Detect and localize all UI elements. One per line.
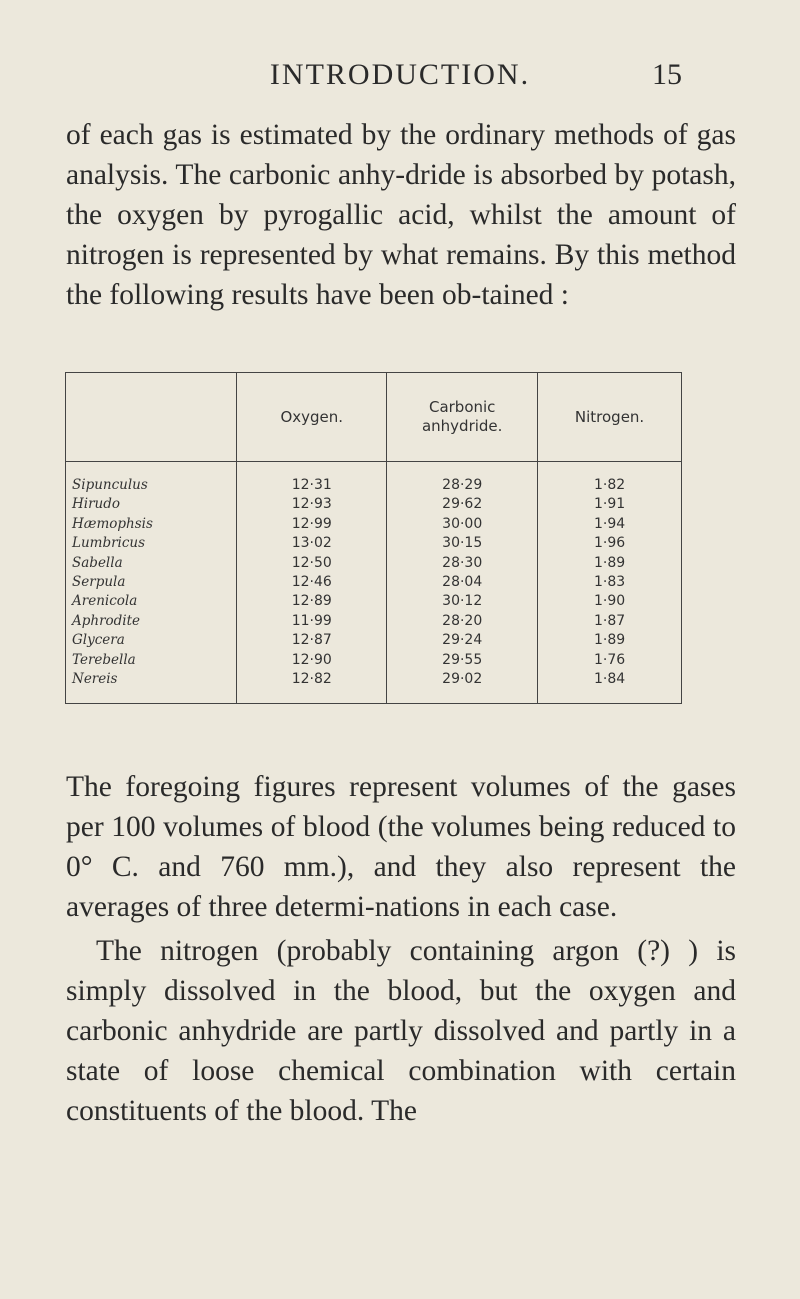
oxygen-cell-text: 12·93 [291,496,332,513]
oxygen-cell [237,462,387,496]
carbonic-anhydride-cell-text: 28·30 [442,554,483,571]
nitrogen-cell [538,651,682,670]
carbonic-anhydride-cell [387,670,538,704]
carbonic-anhydride-cell-text: 30·15 [442,535,483,552]
organism-cell [66,592,237,611]
running-title: INTRODUCTION. [269,58,531,91]
carbonic-anhydride-cell [387,573,538,592]
nitrogen-cell-text: 1·89 [593,554,626,571]
header-nitrogen: Nitrogen. [538,373,682,462]
oxygen-cell [237,670,387,704]
organism-cell-text: Sabella [72,554,123,571]
organism-cell [66,612,237,631]
carbonic-anhydride-cell-text: 29·55 [442,651,483,668]
header-organism [66,373,237,462]
oxygen-cell [237,612,387,631]
header-carbonic-text: Carbonic anhydride. [421,398,503,435]
nitrogen-cell-text: 1·87 [593,612,626,629]
table-row [66,651,682,670]
paragraph-foregoing [66,767,736,927]
carbonic-anhydride-cell [387,631,538,650]
nitrogen-cell [538,631,682,650]
oxygen-cell [237,631,387,650]
organism-cell [66,495,237,514]
table-row [66,631,682,650]
table-row [66,554,682,573]
table-row [66,612,682,631]
oxygen-cell-text: 12·99 [291,515,332,532]
page-header [0,58,800,98]
organism-cell-text: Aphrodite [72,612,141,629]
paragraph-foregoing-text: The foregoing figures represent volumes of the gases per 100 volumes of blood (the volumes being reduced to 0° C. and 760 mm.), and they also represent the averages of three determi-nations in each case. [66,771,736,923]
table-row [66,670,682,704]
nitrogen-cell [538,462,682,496]
blood-gas-table [65,372,682,704]
organism-cell-text: Sipunculus [72,477,148,493]
oxygen-cell [237,515,387,534]
carbonic-anhydride-cell [387,554,538,573]
carbonic-anhydride-cell-text: 30·00 [442,515,483,532]
nitrogen-cell-text: 1·84 [593,671,626,688]
table-row [66,462,682,496]
organism-cell-text: Hæmophsis [72,515,153,532]
organism-cell-text: Nereis [72,671,118,688]
table-row [66,592,682,611]
table-row [66,515,682,534]
oxygen-cell-text: 12·82 [291,671,332,688]
oxygen-cell-text: 12·50 [291,554,332,571]
table-row [66,573,682,592]
nitrogen-cell [538,515,682,534]
oxygen-cell-text: 12·90 [291,651,332,668]
organism-cell [66,515,237,534]
paragraph-intro: of each gas is estimated by the ordinary methods of gas analysis. The carbonic anhy-dride is absorbed by potash, the oxygen by pyrogallic acid, whilst the amount of nitrogen is represented by what remains. By this method the following results have been ob-tained : [66,119,736,311]
organism-cell-text: Terebella [72,651,136,668]
carbonic-anhydride-cell-text: 29·62 [442,496,483,513]
organism-cell-text: Arenicola [72,593,138,610]
nitrogen-cell [538,554,682,573]
organism-cell [66,573,237,592]
nitrogen-cell [538,534,682,553]
oxygen-cell-text: 12·87 [291,632,332,649]
oxygen-cell-text: 12·31 [291,477,332,493]
nitrogen-cell [538,592,682,611]
organism-cell [66,554,237,573]
carbonic-anhydride-cell-text: 28·29 [442,477,483,493]
nitrogen-cell-text: 1·83 [593,574,626,591]
organism-cell [66,462,237,496]
oxygen-cell [237,495,387,514]
oxygen-cell [237,554,387,573]
carbonic-anhydride-cell-text: 28·20 [442,612,483,629]
nitrogen-cell-text: 1·76 [593,651,626,668]
nitrogen-cell-text: 1·94 [593,515,626,532]
carbonic-anhydride-cell [387,515,538,534]
carbonic-anhydride-cell [387,495,538,514]
page-number: 15 [652,58,682,91]
oxygen-cell [237,573,387,592]
carbonic-anhydride-cell [387,651,538,670]
organism-cell-text: Lumbricus [72,535,146,552]
oxygen-cell [237,651,387,670]
nitrogen-cell-text: 1·82 [593,477,626,493]
nitrogen-cell-text: 1·96 [593,535,626,552]
oxygen-cell-text: 11·99 [291,612,332,629]
oxygen-cell-text: 12·89 [291,593,332,610]
oxygen-cell [237,534,387,553]
oxygen-cell-text: 13·02 [291,535,332,552]
paragraph-nitrogen [66,931,736,1131]
organism-cell-text: Hirudo [72,496,121,513]
organism-cell-text: Serpula [72,574,126,591]
nitrogen-cell-text: 1·91 [593,496,626,513]
nitrogen-cell [538,495,682,514]
nitrogen-cell-text: 1·90 [593,593,626,610]
organism-cell [66,670,237,704]
organism-cell [66,631,237,650]
organism-cell-text: Glycera [72,632,125,649]
carbonic-anhydride-cell [387,534,538,553]
paragraph-nitrogen-text: The nitrogen (probably containing argon (?) ) is simply dissolved in the blood, but the oxygen and carbonic anhydride are partly dissolved and partly in a state of loose chemical combination with certain constituents of the blood. The [66,935,736,1127]
nitrogen-cell [538,612,682,631]
header-oxygen: Oxygen. [237,373,387,462]
carbonic-anhydride-cell [387,592,538,611]
nitrogen-cell [538,573,682,592]
nitrogen-cell [538,670,682,704]
oxygen-cell-text: 12·46 [291,574,332,591]
carbonic-anhydride-cell-text: 30·12 [442,593,483,610]
organism-cell [66,534,237,553]
header-carbonic-anhydride [387,373,538,462]
carbonic-anhydride-cell [387,612,538,631]
table-header-row [66,373,682,462]
oxygen-cell [237,592,387,611]
carbonic-anhydride-cell-text: 29·02 [442,671,483,688]
carbonic-anhydride-cell-text: 28·04 [442,574,483,591]
nitrogen-cell-text: 1·89 [593,632,626,649]
carbonic-anhydride-cell-text: 29·24 [442,632,483,649]
organism-cell [66,651,237,670]
carbonic-anhydride-cell [387,462,538,496]
table-row [66,534,682,553]
table-row [66,495,682,514]
